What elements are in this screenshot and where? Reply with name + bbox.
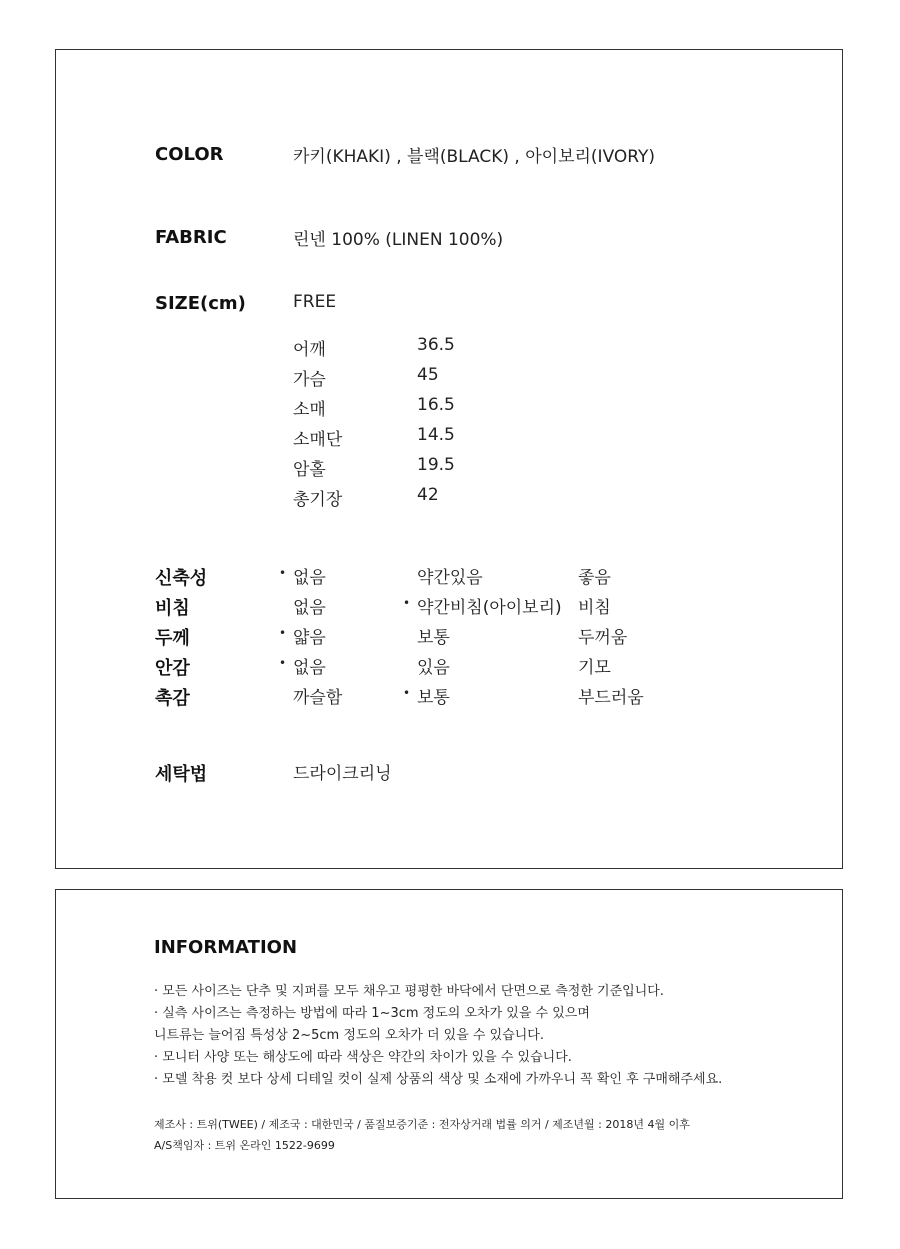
attr-option: 부드러움: [578, 688, 644, 708]
selected-bullet: •: [403, 686, 411, 700]
size-row-value: 42: [417, 485, 439, 505]
attr-label-texture: 촉감: [155, 688, 190, 709]
attr-label-sheer: 비침: [155, 598, 190, 619]
attr-option: 없음: [293, 598, 326, 618]
attr-option: 있음: [417, 658, 450, 678]
size-free: FREE: [293, 292, 337, 312]
as-contact-info: A/S책임자 : 트위 온라인 1522-9699: [154, 1139, 335, 1152]
manufacturer-info: 제조사 : 트위(TWEE) / 제조국 : 대한민국 / 품질보증기준 : 전자상거래 법률 의거 / 제조년월 : 2018년 4월 이후: [154, 1118, 690, 1131]
attr-option: 두꺼움: [578, 628, 628, 648]
attr-option: 약간있음: [417, 568, 483, 588]
info-line: · 모든 사이즈는 단추 및 지퍼를 모두 채우고 평평한 바닥에서 단면으로 측정한 기준입니다.: [154, 984, 664, 999]
color-value: 카키(KHAKI) , 블랙(BLACK) , 아이보리(IVORY): [293, 147, 656, 167]
selected-bullet: •: [279, 626, 287, 640]
selected-bullet: •: [403, 596, 411, 610]
info-line: 니트류는 늘어짐 특성상 2~5cm 정도의 오차가 더 있을 수 있습니다.: [154, 1028, 544, 1043]
size-row-value: 16.5: [417, 395, 455, 415]
information-panel: [55, 889, 843, 1199]
size-row-value: 36.5: [417, 335, 455, 355]
info-line: · 모델 착용 컷 보다 상세 디테일 컷이 실제 상품의 색상 및 소재에 가까우니 꼭 확인 후 구매해주세요.: [154, 1072, 723, 1087]
attr-option: • 없음: [279, 656, 326, 678]
information-title: INFORMATION: [154, 937, 298, 958]
size-row-value: 14.5: [417, 425, 455, 445]
fabric-label: FABRIC: [155, 227, 227, 248]
size-row-name: 소매: [293, 400, 326, 420]
attr-label-lining: 안감: [155, 658, 190, 679]
attr-label-stretch: 신축성: [155, 568, 208, 589]
info-line: · 실측 사이즈는 측정하는 방법에 따라 1~3cm 정도의 오차가 있을 수 있으며: [154, 1006, 590, 1021]
size-row-name: 총기장: [293, 490, 343, 510]
size-row-value: 45: [417, 365, 439, 385]
wash-label: 세탁법: [155, 764, 208, 785]
attr-option: 까슬함: [293, 688, 343, 708]
attr-option: 기모: [578, 658, 611, 678]
attr-option: • 없음: [279, 566, 326, 588]
attr-option: 비침: [578, 598, 611, 618]
fabric-value: 린넨 100% (LINEN 100%): [293, 230, 504, 250]
info-line: · 모니터 사양 또는 해상도에 따라 색상은 약간의 차이가 있을 수 있습니다.: [154, 1050, 572, 1065]
size-row-value: 19.5: [417, 455, 455, 475]
size-row-name: 어깨: [293, 340, 326, 360]
selected-bullet: •: [279, 656, 287, 670]
size-row-name: 소매단: [293, 430, 343, 450]
size-label: SIZE(cm): [155, 293, 246, 314]
attr-option: • 얇음: [279, 626, 326, 648]
attr-label-thickness: 두께: [155, 628, 190, 649]
color-label: COLOR: [155, 144, 224, 165]
size-row-name: 암홀: [293, 460, 326, 480]
attr-option: • 보통: [403, 686, 450, 708]
attr-option: 좋음: [578, 568, 611, 588]
attr-option: • 약간비침(아이보리): [403, 596, 562, 618]
product-spec-panel: [55, 49, 843, 869]
wash-value: 드라이크리닝: [293, 764, 392, 784]
attr-option: 보통: [417, 628, 450, 648]
selected-bullet: •: [279, 566, 287, 580]
size-row-name: 가슴: [293, 370, 326, 390]
